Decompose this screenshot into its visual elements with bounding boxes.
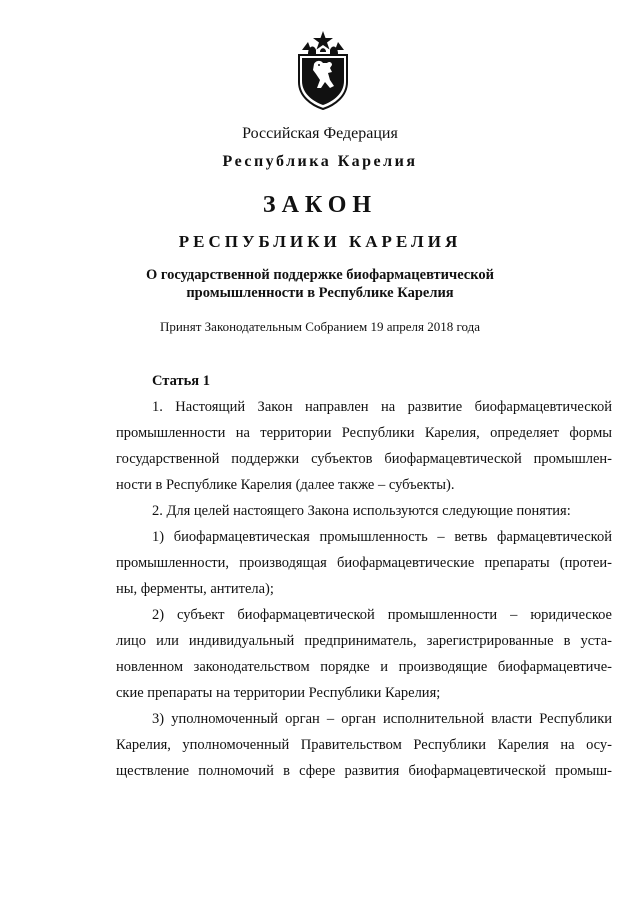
text-line: промышленности, производящая биофармацевтические препараты (протеи- xyxy=(116,555,612,571)
karelia-coat-of-arms-icon xyxy=(294,30,352,110)
text-line: 1. Настоящий Закон направлен на развитие биофармацевтической xyxy=(152,399,612,415)
text-line: государственной поддержки субъектов биофармацевтической промышлен- xyxy=(116,451,612,467)
text-line: ские препараты на территории Республики Карелия; xyxy=(116,685,441,701)
text-line: ществление полномочий в сфере развития биофармацевтической промыш- xyxy=(116,763,612,779)
text-line: 1) биофармацевтическая промышленность – ветвь фармацевтической xyxy=(152,529,612,545)
document-type: ЗАКОН xyxy=(262,192,378,218)
country-name: Российская Федерация xyxy=(242,125,398,142)
title-line: О государственной поддержке биофармацевтической xyxy=(145,267,495,283)
text-line: лицо или индивидуальный предприниматель, зарегистрированные в уста- xyxy=(116,633,612,649)
paragraph xyxy=(116,394,612,498)
text-line: новленном законодательством порядке и производящие биофармацевтиче- xyxy=(116,659,612,675)
article-heading: Статья 1 xyxy=(152,373,210,389)
republic-name: Республика Карелия xyxy=(222,153,418,170)
paragraph xyxy=(116,602,612,706)
text-line: 3) уполномоченный орган – орган исполнительной власти Республики xyxy=(152,711,612,727)
paragraph xyxy=(116,706,612,784)
text-line: ны, ферменты, антитела); xyxy=(116,581,274,597)
document-title xyxy=(0,266,640,302)
text-line: Карелия, уполномоченный Правительством Республики Карелия на осу- xyxy=(116,737,612,753)
text-line: ности в Республике Карелия (далее также – субъекты). xyxy=(116,477,455,493)
text-line: 2. Для целей настоящего Закона используются следующие понятия: xyxy=(152,503,571,519)
paragraph xyxy=(116,524,612,602)
text-line: 2) субъект биофармацевтической промышленности – юридическое xyxy=(152,607,612,623)
title-line: промышленности в Республике Карелия xyxy=(186,285,454,301)
document-issuer: РЕСПУБЛИКИ КАРЕЛИЯ xyxy=(178,232,462,251)
article-body xyxy=(116,368,612,784)
text-line: промышленности на территории Республики Карелия, определяет формы xyxy=(116,425,612,441)
adoption-note: Принят Законодательным Собранием 19 апреля 2018 года xyxy=(159,319,481,334)
paragraph xyxy=(116,498,612,524)
